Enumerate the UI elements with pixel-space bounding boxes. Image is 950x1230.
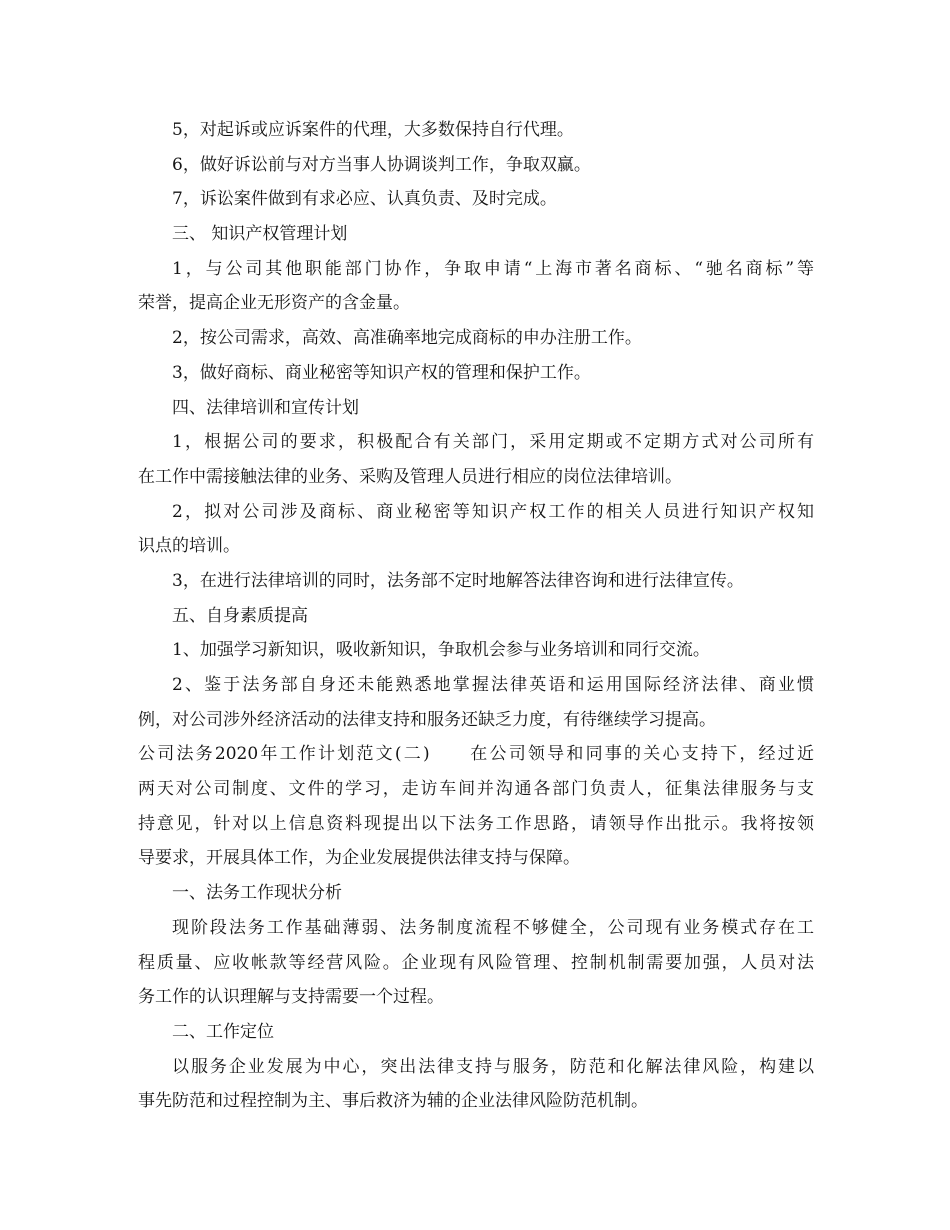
paragraph-line: 例，对公司涉外经济活动的法律支持和服务还缺乏力度，有待继续学习提高。 bbox=[138, 709, 716, 730]
section-heading: 四、法律培训和宣传计划 bbox=[172, 397, 359, 418]
section-heading: 一、法务工作现状分析 bbox=[172, 883, 342, 904]
paragraph-line: 程质量、应收帐款等经营风险。企业现有风险管理、控制机制需要加强，人员对法 bbox=[138, 952, 814, 973]
paragraph-line: 在工作中需接触法律的业务、采购及管理人员进行相应的岗位法律培训。 bbox=[138, 466, 682, 487]
paragraph-line: 导要求，开展具体工作，为企业发展提供法律支持与保障。 bbox=[138, 848, 580, 869]
paragraph-line: 1，根据公司的要求，积极配合有关部门，采用定期或不定期方式对公司所有 bbox=[172, 432, 814, 453]
paragraph-line: 1，与公司其他职能部门协作，争取申请“上海市著名商标、“驰名商标”等 bbox=[172, 258, 814, 279]
paragraph-line: 6，做好诉讼前与对方当事人协调谈判工作，争取双赢。 bbox=[172, 154, 591, 175]
paragraph-line: 荣誉，提高企业无形资产的含金量。 bbox=[138, 293, 410, 314]
paragraph-line: 5，对起诉或应诉案件的代理，大多数保持自行代理。 bbox=[172, 120, 574, 140]
paragraph-line: 2、鉴于法务部自身还未能熟悉地掌握法律英语和运用国际经济法律、商业惯 bbox=[172, 675, 814, 695]
paragraph-line: 持意见，针对以上信息资料现提出以下法务工作思路，请领导作出批示。我将按领 bbox=[138, 813, 814, 834]
section-heading: 五、自身素质提高 bbox=[172, 605, 308, 626]
paragraph-line: 3，在进行法律培训的同时，法务部不定时地解答法律咨询和进行法律宣传。 bbox=[172, 570, 744, 591]
paragraph-line: 现阶段法务工作基础薄弱、法务制度流程不够健全，公司现有业务模式存在工 bbox=[172, 917, 814, 938]
paragraph-line: 两天对公司制度、文件的学习，走访车间并沟通各部门负责人，征集法律服务与支 bbox=[138, 779, 814, 800]
paragraph-line: 1、加强学习新知识，吸收新知识，争取机会参与业务培训和同行交流。 bbox=[172, 640, 710, 661]
paragraph-line: 识点的培训。 bbox=[138, 536, 240, 557]
paragraph-line: 3，做好商标、商业秘密等知识产权的管理和保护工作。 bbox=[172, 362, 591, 383]
paragraph-line: 2，拟对公司涉及商标、商业秘密等知识产权工作的相关人员进行知识产权知 bbox=[172, 501, 814, 522]
section-heading: 二、工作定位 bbox=[172, 1021, 274, 1042]
paragraph-line: 2，按公司需求，高效、高准确率地完成商标的申办注册工作。 bbox=[172, 328, 642, 349]
paragraph-line: 以服务企业发展为中心，突出法律支持与服务，防范和化解法律风险，构建以 bbox=[172, 1056, 814, 1077]
paragraph-line: 7，诉讼案件做到有求必应、认真负责、及时完成。 bbox=[172, 189, 557, 210]
paragraph-line: 事先防范和过程控制为主、事后救济为辅的企业法律风险防范机制。 bbox=[138, 1091, 648, 1112]
document-body bbox=[138, 113, 814, 1119]
paragraph-line: 公司法务2020年工作计划范文(二) 在公司领导和同事的关心支持下，经过近 bbox=[138, 744, 814, 765]
section-heading: 三、 知识产权管理计划 bbox=[172, 224, 348, 245]
paragraph-line: 务工作的认识理解与支持需要一个过程。 bbox=[138, 987, 444, 1008]
